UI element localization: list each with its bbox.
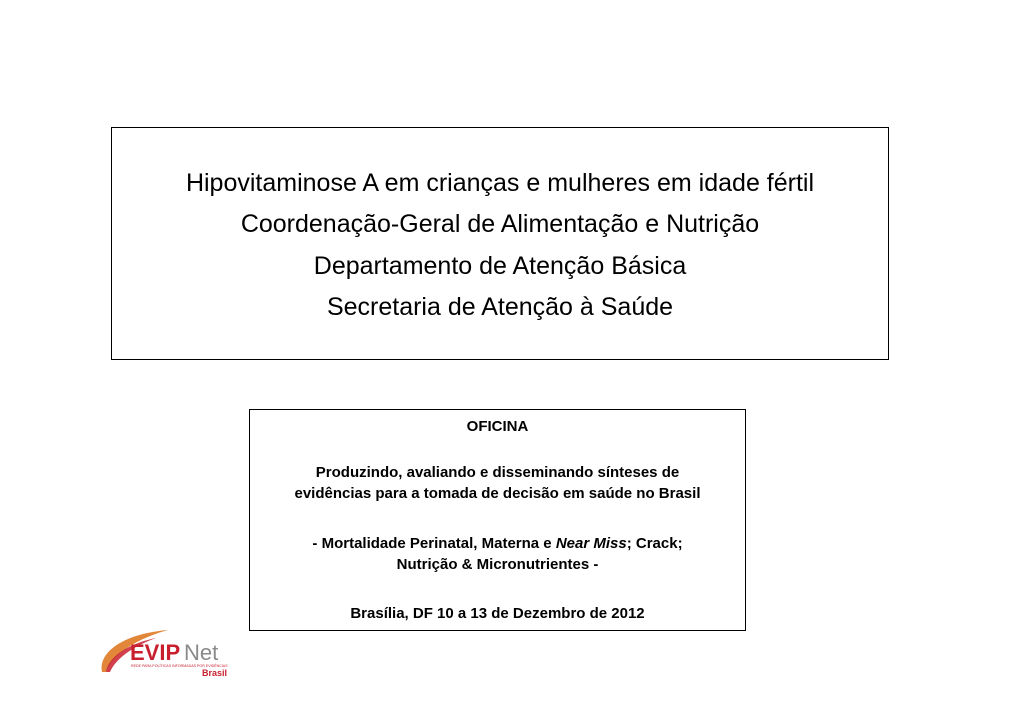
title-line-topic: Hipovitaminose A em crianças e mulheres em idade fértil bbox=[185, 168, 815, 197]
title-line-coordination: Coordenação-Geral de Alimentação e Nutrição bbox=[240, 210, 760, 238]
workshop-topics-line-2: Nutrição & Micronutrientes - bbox=[396, 556, 599, 573]
workshop-subtitle-line-1: Produzindo, avaliando e disseminando sínteses de bbox=[315, 464, 680, 481]
logo-net-text: Net bbox=[184, 640, 219, 665]
workshop-topics-prefix: - Mortalidade Perinatal, Materna e bbox=[312, 535, 556, 552]
workshop-subtitle-line-2: evidências para a tomada de decisão em saúde no Brasil bbox=[294, 485, 701, 502]
title-box bbox=[111, 127, 889, 360]
logo-tagline: REDE PARA POLÍTICAS INFORMADAS POR EVIDÊNCIAS bbox=[131, 664, 228, 668]
workshop-heading: OFICINA bbox=[466, 418, 529, 435]
workshop-date: Brasília, DF 10 a 13 de Dezembro de 2012 bbox=[350, 605, 645, 622]
workshop-topics-italic: Near Miss bbox=[555, 535, 627, 552]
title-line-secretariat: Secretaria de Atenção à Saúde bbox=[326, 293, 674, 321]
logo-evip-text: EVIP bbox=[130, 640, 181, 665]
evipnet-logo bbox=[96, 620, 236, 680]
workshop-topics-suffix: ; Crack; bbox=[626, 535, 683, 552]
workshop-box bbox=[249, 409, 746, 631]
workshop-topics-line-1 bbox=[250, 534, 745, 554]
title-line-department: Departamento de Atenção Básica bbox=[313, 251, 687, 280]
logo-country: Brasil bbox=[202, 668, 228, 678]
